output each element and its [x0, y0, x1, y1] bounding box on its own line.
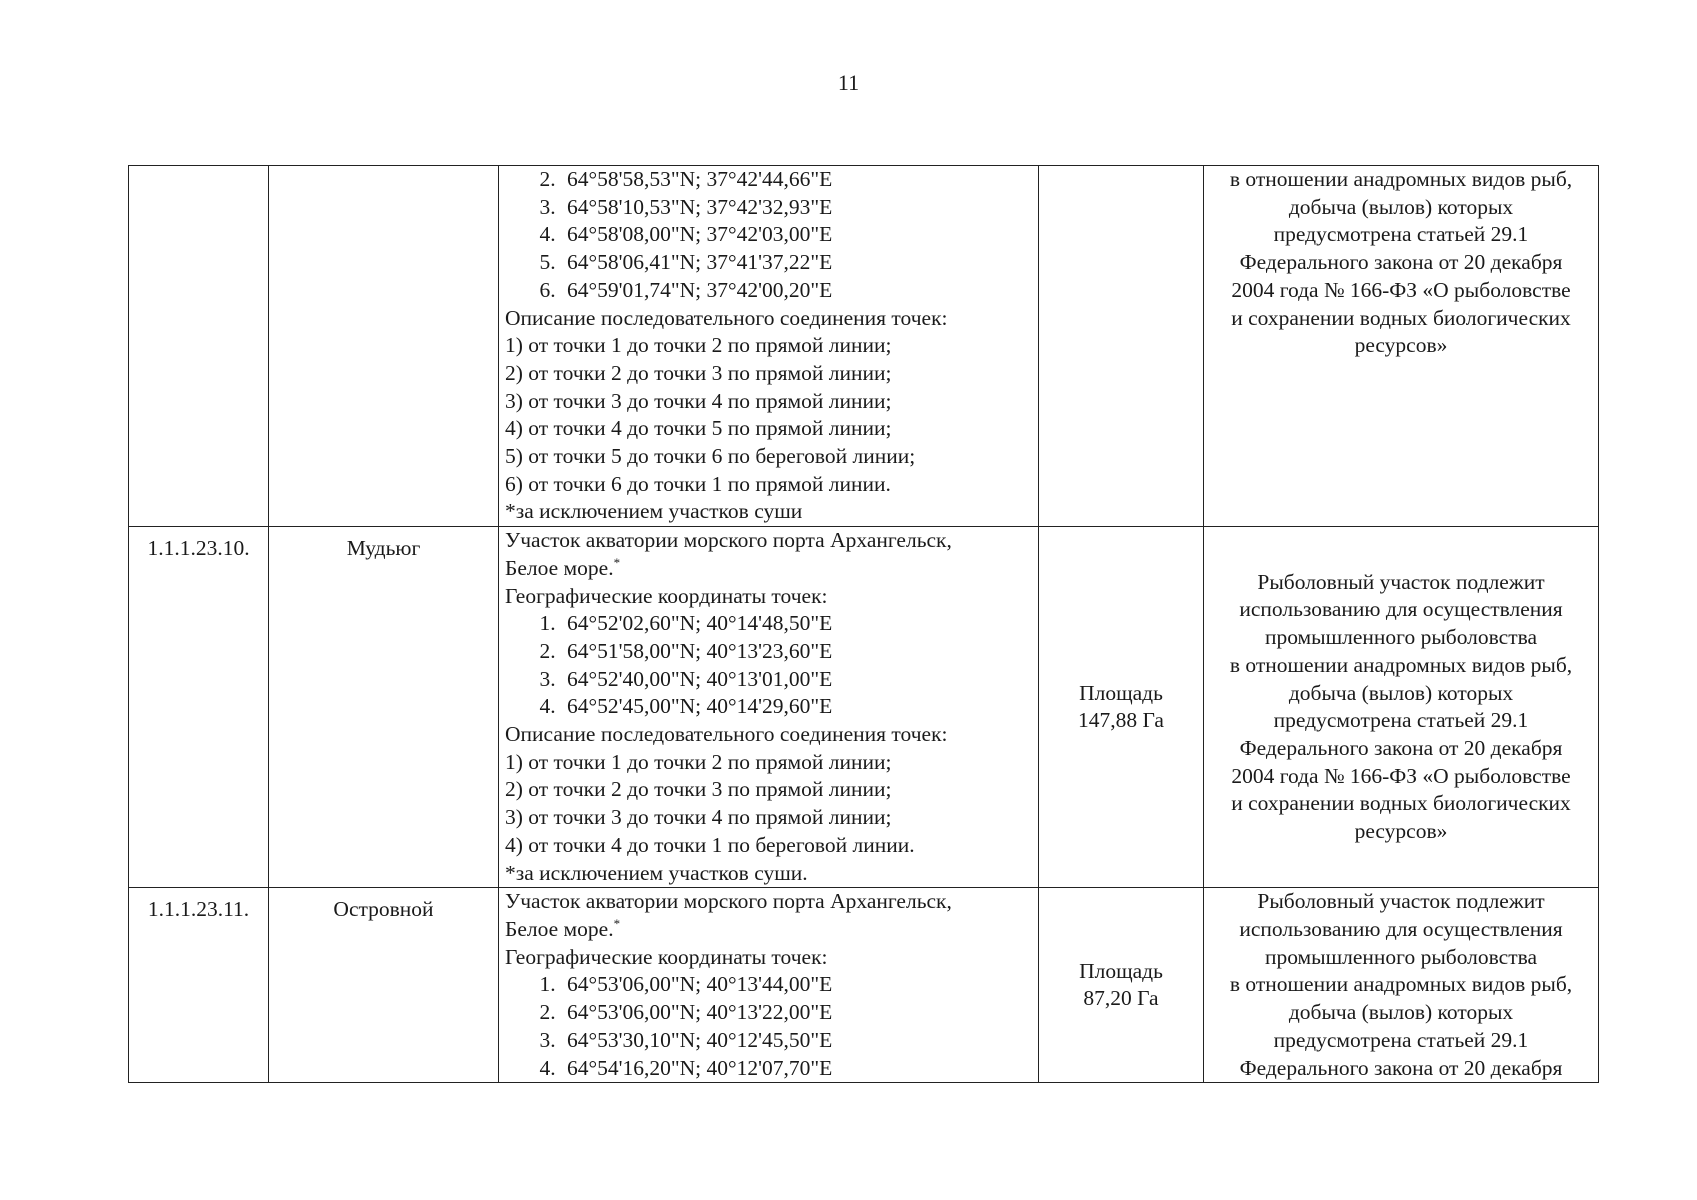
purpose-line: Рыболовный участок подлежит: [1257, 569, 1545, 594]
coordinate-item: 2. 64°53'06,00"N; 40°13'22,00"E: [561, 999, 1032, 1027]
connection-item: 4) от точки 4 до точки 1 по береговой линии.: [505, 832, 915, 857]
table-row: [129, 166, 1599, 527]
coordinate-item: 3. 64°58'10,53"N; 37°42'32,93"E: [561, 194, 1032, 222]
coordinate-item: 3. 64°52'40,00"N; 40°13'01,00"E: [561, 666, 1032, 694]
coordinate-list: [505, 166, 1032, 305]
connection-item: 2) от точки 2 до точки 3 по прямой линии;: [505, 360, 892, 385]
purpose-cell: [1204, 166, 1599, 527]
table-row: [129, 888, 1599, 1083]
area-description-cell: [499, 888, 1039, 1083]
area-label: Площадь: [1079, 680, 1163, 705]
area-label: Площадь: [1079, 958, 1163, 983]
purpose-line: в отношении анадромных видов рыб,: [1229, 972, 1573, 997]
area-name-cell: [269, 166, 499, 527]
description-line: [505, 916, 1032, 944]
coordinate-item: 1. 64°53'06,00"N; 40°13'44,00"E: [561, 971, 1032, 999]
area-value: 87,20 Га: [1083, 986, 1159, 1011]
area-code-cell: 1.1.1.23.10.: [129, 527, 269, 888]
footnote-text: *за исключением участков суши: [505, 499, 803, 524]
area-description-cell: [499, 527, 1039, 888]
purpose-line: Федерального закона от 20 декабря: [1239, 735, 1563, 760]
purpose-line: Федерального закона от 20 декабря: [1239, 1055, 1563, 1080]
purpose-line: использованию для осуществления: [1239, 597, 1563, 622]
area-size-cell: [1039, 888, 1204, 1083]
purpose-line: предусмотрена статьей 29.1: [1273, 1027, 1529, 1052]
table-row: [129, 527, 1599, 888]
connection-item: 3) от точки 3 до точки 4 по прямой линии;: [505, 805, 892, 830]
connection-item: 3) от точки 3 до точки 4 по прямой линии;: [505, 388, 892, 413]
connection-item: 6) от точки 6 до точки 1 по прямой линии.: [505, 471, 891, 496]
purpose-cell: [1204, 888, 1599, 1083]
purpose-line: промышленного рыболовства: [1264, 944, 1538, 969]
purpose-line: ресурсов»: [1354, 333, 1448, 358]
purpose-line: и сохранении водных биологических: [1231, 791, 1571, 816]
connection-item: 5) от точки 5 до точки 6 по береговой линии;: [505, 444, 916, 469]
purpose-line: в отношении анадромных видов рыб,: [1229, 167, 1573, 191]
connection-item: 1) от точки 1 до точки 2 по прямой линии;: [505, 749, 892, 774]
coordinate-item: 4. 64°54'16,20"N; 40°12'07,70"E: [561, 1055, 1032, 1083]
coordinate-item: 1. 64°52'02,60"N; 40°14'48,50"E: [561, 610, 1032, 638]
purpose-line: добыча (вылов) которых: [1288, 680, 1514, 705]
footnote-text: *за исключением участков суши.: [505, 860, 808, 885]
area-name-cell: Островной: [269, 888, 499, 1083]
purpose-cell: [1204, 527, 1599, 888]
connection-item: 2) от точки 2 до точки 3 по прямой линии;: [505, 777, 892, 802]
description-line: Участок акватории морского порта Архангельск,: [505, 889, 952, 914]
area-code-cell: 1.1.1.23.11.: [129, 888, 269, 1083]
connection-title: Описание последовательного соединения точек:: [505, 305, 948, 330]
area-size-cell: [1039, 166, 1204, 527]
connection-item: 4) от точки 4 до точки 5 по прямой линии;: [505, 416, 892, 441]
purpose-line: Федерального закона от 20 декабря: [1239, 250, 1563, 275]
purpose-line: добыча (вылов) которых: [1288, 194, 1514, 219]
purpose-line: 2004 года № 166-ФЗ «О рыболовстве: [1231, 763, 1571, 788]
purpose-line: промышленного рыболовства: [1264, 625, 1538, 650]
footnote-marker: *: [613, 915, 621, 931]
coordinate-item: 5. 64°58'06,41"N; 37°41'37,22"E: [561, 249, 1032, 277]
coordinate-item: 2. 64°58'58,53"N; 37°42'44,66"E: [561, 166, 1032, 194]
coordinates-title: Географические координаты точек:: [505, 583, 828, 608]
purpose-line: добыча (вылов) которых: [1288, 1000, 1514, 1025]
coordinate-item: 2. 64°51'58,00"N; 40°13'23,60"E: [561, 638, 1032, 666]
purpose-line: и сохранении водных биологических: [1231, 305, 1571, 330]
connection-item: 1) от точки 1 до точки 2 по прямой линии;: [505, 333, 892, 358]
area-size-cell: [1039, 527, 1204, 888]
coordinate-item: 6. 64°59'01,74"N; 37°42'00,20"E: [561, 277, 1032, 305]
coordinates-title: Географические координаты точек:: [505, 944, 828, 969]
description-text: Белое море.: [505, 916, 614, 941]
purpose-line: ресурсов»: [1354, 819, 1448, 844]
description-line: [505, 555, 1032, 583]
coordinate-item: 3. 64°53'30,10"N; 40°12'45,50"E: [561, 1027, 1032, 1055]
coordinate-item: 4. 64°52'45,00"N; 40°14'29,60"E: [561, 693, 1032, 721]
area-description-cell: [499, 166, 1039, 527]
description-text: Белое море.: [505, 555, 614, 580]
purpose-line: предусмотрена статьей 29.1: [1273, 222, 1529, 247]
footnote-marker: *: [613, 554, 621, 570]
coordinate-item: 4. 64°58'08,00"N; 37°42'03,00"E: [561, 221, 1032, 249]
area-code-cell: [129, 166, 269, 527]
coordinate-list: [505, 971, 1032, 1082]
purpose-line: Рыболовный участок подлежит: [1257, 889, 1545, 914]
area-name-cell: Мудьюг: [269, 527, 499, 888]
connection-title: Описание последовательного соединения точек:: [505, 722, 948, 747]
coordinate-list: [505, 610, 1032, 721]
purpose-line: 2004 года № 166-ФЗ «О рыболовстве: [1231, 277, 1571, 302]
purpose-line: предусмотрена статьей 29.1: [1273, 708, 1529, 733]
purpose-line: в отношении анадромных видов рыб,: [1229, 652, 1573, 677]
description-line: Участок акватории морского порта Архангельск,: [505, 528, 952, 553]
area-value: 147,88 Га: [1078, 708, 1164, 733]
fishing-areas-table: [128, 165, 1599, 1083]
purpose-line: использованию для осуществления: [1239, 916, 1563, 941]
page-number: 11: [837, 70, 860, 95]
